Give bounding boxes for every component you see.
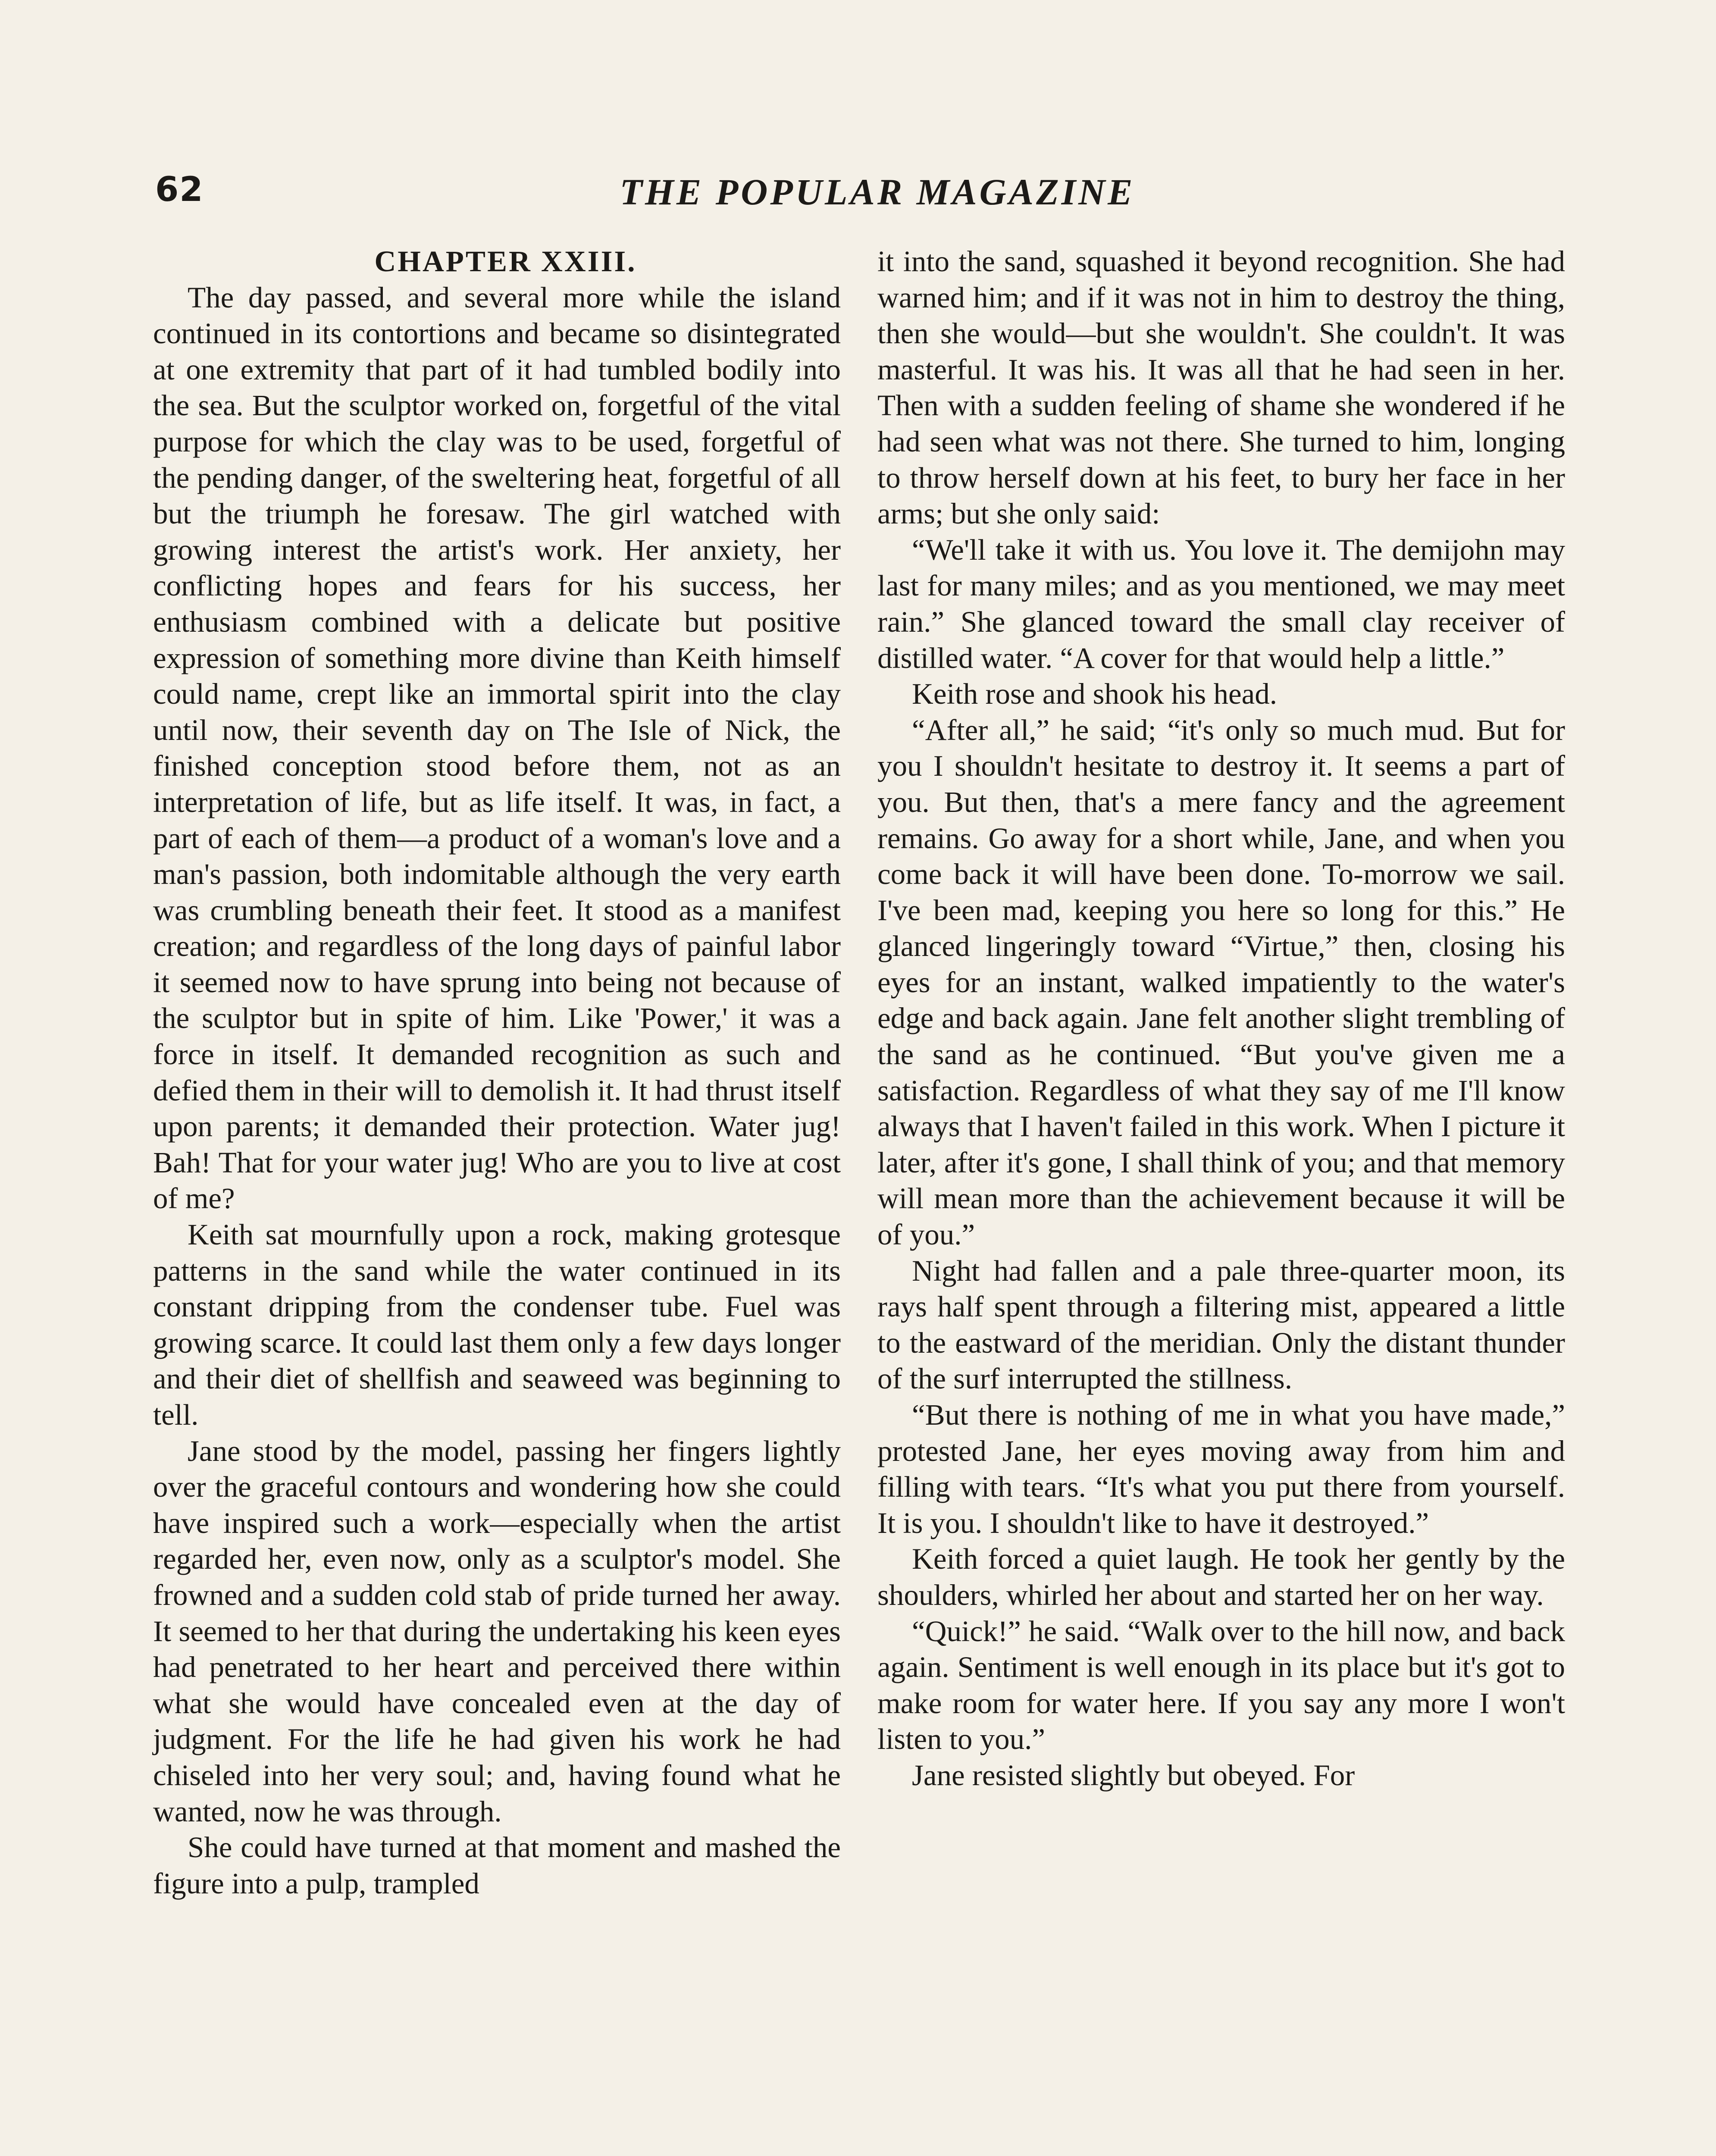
page-number: 62 (155, 170, 204, 209)
paragraph: Keith rose and shook his head. (912, 677, 1278, 711)
paragraph: Keith sat mournfully upon a rock, making grotesque patterns in the sand while the water continued in its constant dripping from the condenser tube. Fuel was growing scarce. It could last them only a few days longer and their diet of shellfish and seaweed was beginning to tell. (153, 1218, 841, 1431)
paragraph: Jane stood by the model, passing her fingers lightly over the graceful contours and wondering how she could have inspired such a work—especially when the artist regarded her, even now, only as a sculptor's model. She frowned and a sudden cold stab of pride turned her away. It seemed to her that during the undertaking his keen eyes had penetrated to her heart and perceived there within what she would have concealed even at the day of judgment. For the life he had given his work he had chiseled into her very soul; and, having found what he wanted, now he was through. (153, 1434, 841, 1828)
running-head: THE POPULAR MAGAZINE (620, 171, 1135, 213)
paragraph: “But there is nothing of me in what you have made,” protested Jane, her eyes moving away from him and filling with tears. “It's what you put there from yourself. It is you. I shouldn't like to have it destroyed.” (877, 1398, 1565, 1539)
paragraph: Keith forced a quiet laugh. He took her gently by the shoulders, whirled her about and started her on her way. (877, 1542, 1565, 1611)
paragraph: Night had fallen and a pale three-quarter moon, its rays half spent through a filtering mist, appeared a little to the eastward of the meridian. Only the distant thunder of the surf interrupted the stillness. (877, 1254, 1565, 1395)
paragraph: The day passed, and several more while the island continued in its contortions and became so disintegrated at one extremity that part of it had tumbled bodily into the sea. But the sculptor worked on, forgetful of the vital purpose for which the clay was to be used, forgetful of the pending danger, of the sweltering heat, forgetful of all but the triumph he foresaw. The girl watched with growing interest the artist's work. Her anxiety, her conflicting hopes and fears for his success, her enthusiasm combined with a delicate but positive expression of something more divine than Keith himself could name, crept like an immortal spirit into the clay until now, their seventh day on The Isle of Nick, the finished conception stood before them, not as an interpretation of life, but as life itself. It was, in fact, a part of each of them—a product of a woman's love and a man's passion, both indomitable although the very earth was crumbling beneath their feet. It stood as a manifest creation; and regardless of the long days of painful labor it seemed now to have sprung into being not because of the sculptor but in spite of him. Like 'Power,' it was a force in itself. It demanded recognition as such and defied them in their will to demolish it. It had thrust itself upon parents; it demanded their protection. Water jug! Bah! That for your water jug! Who are you to live at cost of me? (153, 281, 841, 1215)
chapter-title: CHAPTER XXIII. (374, 245, 637, 278)
paragraph: She could have turned at that moment and mashed the figure into a pulp, trampled (153, 1831, 841, 1900)
paragraph: Jane resisted slightly but obeyed. For (912, 1758, 1355, 1792)
paragraph: “We'll take it with us. You love it. The demijohn may last for many miles; and as you mentioned, we may meet rain.” She glanced toward the small clay receiver of distilled water. “A cover for that would help a little.” (877, 533, 1565, 674)
right-column (877, 244, 1565, 1794)
paragraph: “After all,” he said; “it's only so much mud. But for you I shouldn't hesitate to destroy it. It seems a part of you. But then, that's a mere fancy and the agreement remains. Go away for a short while, Jane, and when you come back it will have been done. To-morrow we sail. I've been mad, keeping you here so long for this.” He glanced lingeringly toward “Virtue,” then, closing his eyes for an instant, walked impatiently to the water's edge and back again. Jane felt another slight trembling of the sand as he continued. “But you've given me a satisfaction. Regardless of what they say of me I'll know always that I haven't failed in this work. When I picture it later, after it's gone, I shall think of you; and that memory will mean more than the achievement because it will be of you.” (877, 713, 1565, 1251)
page-header (155, 170, 1565, 231)
paragraph-continued: it into the sand, squashed it beyond recognition. She had warned him; and if it was not in him to destroy the thing, then she would—but she wouldn't. She couldn't. It was masterful. It was his. It was all that he had seen in her. Then with a sudden feeling of shame she wondered if he had seen what was not there. She turned to him, longing to throw herself down at his feet, to bury her face in her arms; but she only said: (877, 245, 1565, 530)
paragraph: “Quick!” he said. “Walk over to the hill now, and back again. Sentiment is well enough in its place but it's got to make room for water here. If you say any more I won't listen to you.” (877, 1614, 1565, 1756)
left-column (153, 244, 841, 1902)
